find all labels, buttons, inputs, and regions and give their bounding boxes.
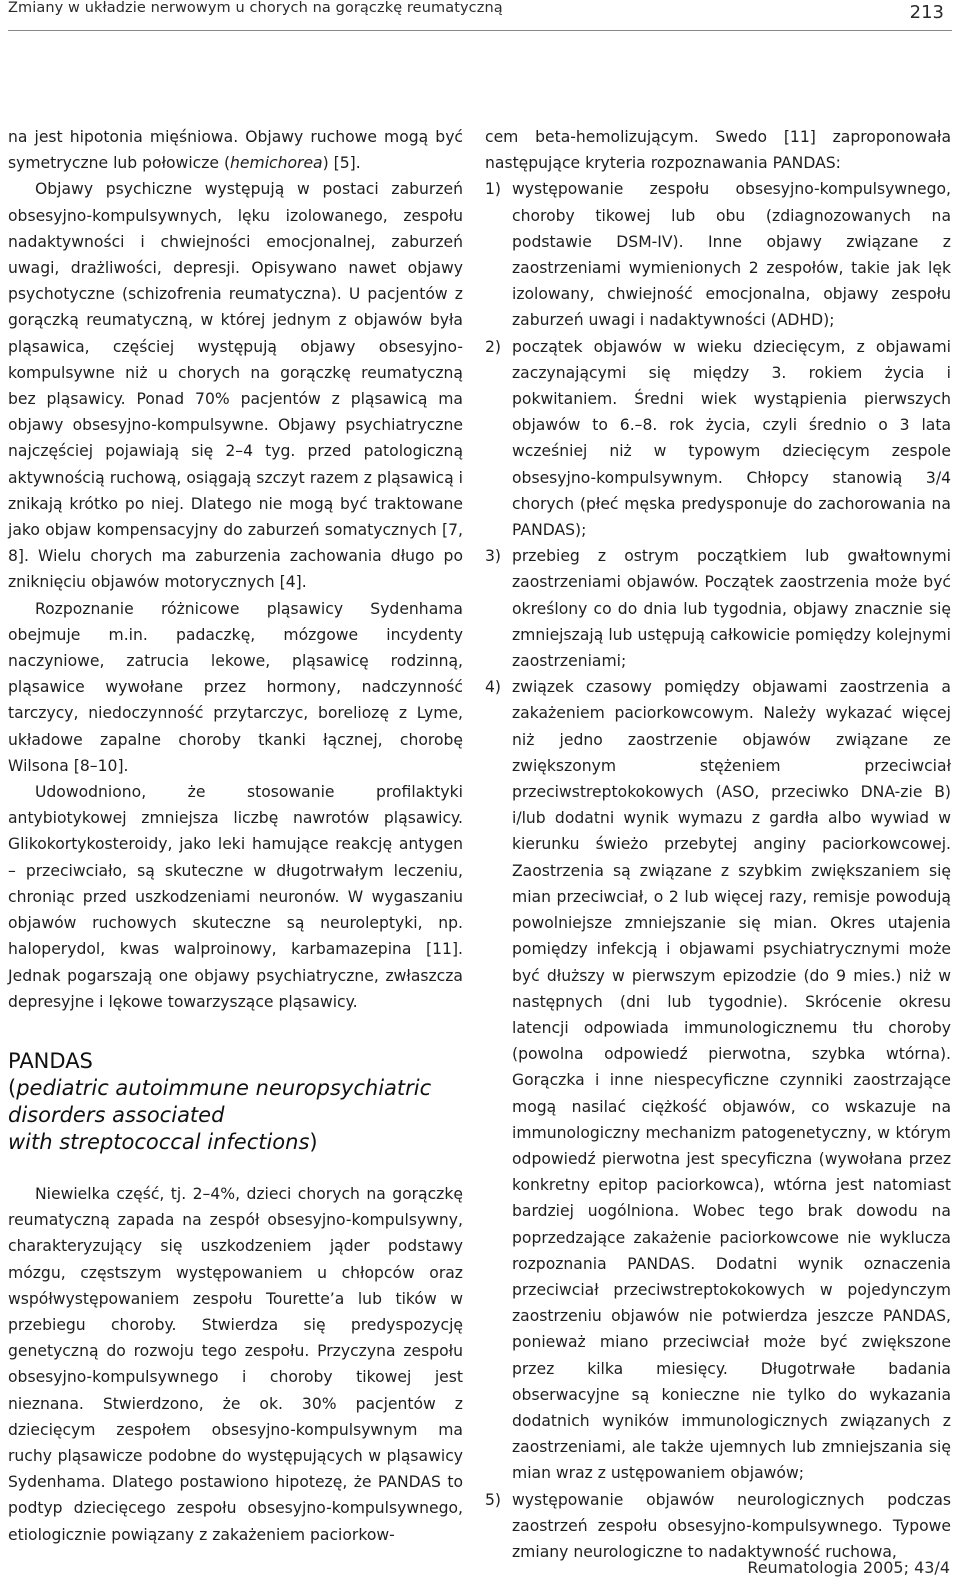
paragraph: Udowodniono, że stosowanie profilaktyki antybiotykowej zmniejsza liczbę nawrotów pląsawicy. Glikokortykosteroidy, jako leki hamujące reakcję antygen – przeciwciało, są skuteczne w długotrwałym leczeniu, chroniąc przed uszkodzeniami neuronów. W wygaszaniu objawów ruchowych skuteczne są neuroleptyki, np. haloperydol, kwas walproinowy, karbamazepina [11]. Jednak pogarszają one objawy psychiatryczne, zwłaszcza depresyjne i lękowe towarzyszące pląsawicy. <box>8 783 463 1011</box>
running-title: Zmiany w układzie nerwowym u chorych na gorączkę reumatyczną <box>8 0 503 16</box>
right-column <box>485 124 951 1565</box>
list-item <box>485 674 951 1486</box>
heading-expansion: pediatric autoimmune neuropsychiatric <box>16 1075 432 1100</box>
list-number: 4) <box>485 678 502 697</box>
criteria-list <box>485 176 951 1565</box>
heading-acronym: PANDAS <box>8 1048 93 1073</box>
list-item <box>485 334 951 544</box>
list-item <box>485 543 951 674</box>
heading-expansion: disorders associated <box>8 1102 225 1127</box>
heading-paren: ) <box>309 1129 318 1154</box>
list-item <box>485 1487 951 1566</box>
list-number: 5) <box>485 1490 502 1509</box>
left-column <box>8 124 463 1548</box>
heading-expansion: with streptococcal infections <box>8 1129 310 1154</box>
header-divider <box>8 30 952 31</box>
list-number: 2) <box>485 337 502 356</box>
paragraph: Niewielka część, tj. 2–4%, dzieci chorych na gorączkę reumatyczną zapada na zespół obsesyjno-kompulsywny, charakteryzujący się uszkodzeniem jąder podstawy mózgu, częstszym występowaniem u chłopców oraz współwystępowaniem zespołu Tourette’a lub tików w przebiegu choroby. Stwierdza się predyspozycję genetyczną do rozwoju tego zespołu. Przyczyna zespołu obsesyjno-kompulsywnego i choroby tikowej jest nieznana. Stwierdzono, że ok. 30% pacjentów z dziecięcym zespołem obsesyjno-kompulsywnym ma ruchy pląsawicze podobne do występujących w pląsawicy Sydenhama. Dlatego postawiono hipotezę, że PANDAS to podtyp dziecięcego zespołu obsesyjno-kompulsywnego, etiologicznie powiązany z zakażeniem paciorkow- <box>8 1184 463 1544</box>
italic-term: hemichorea <box>230 154 323 173</box>
list-text: początek objawów w wieku dziecięcym, z objawami zaczynającymi się między 3. rokiem życia i pokwitaniem. Średni wiek wystąpienia pierwszych objawów to 6.–8. rok życia, czyli średnio o 3 lata wcześniej niż w typowym dziecięcym zespole obsesyjno-kompulsywnym. Chłopcy stanowią 3/4 chorych (płeć męska predysponuje do zachorowania na PANDAS); <box>512 337 951 540</box>
paragraph: Objawy psychiczne występują w postaci zaburzeń obsesyjno-kompulsywnych, lęku izolowanego, zespołu nadaktywności i chwiejności emocjonalnej, zaburzeń uwagi, drażliwości, depresji. Opisywano nawet objawy psychotyczne (schizofrenia reumatyczna). U pacjentów z gorączką reumatyczną, w której jednym z objawów była pląsawica, częściej występują objawy obsesyjno-kompulsywne niż u chorych na gorączkę reumatyczną bez pląsawicy. Ponad 70% pacjentów z pląsawicą ma objawy obsesyjno-kompulsywne. Objawy psychiatryczne najczęściej pojawiają się 2–4 tyg. przed patologiczną aktywnością ruchową, osiągają szczyt razem z pląsawicą i znikają krótko po niej. Dlatego nie mogą być traktowane jako objaw kompensacyjny do zaburzeń somatycznych [7, 8]. Wielu chorych ma zaburzenia zachowania długo po zniknięciu objawów motorycznych [4]. <box>8 180 463 592</box>
section-heading <box>8 1048 463 1156</box>
paragraph: cem beta-hemolizującym. Swedo [11] zaproponowała następujące kryteria rozpoznawania PANDAS: <box>485 128 951 173</box>
list-text: występowanie objawów neurologicznych podczas zaostrzeń zespołu obsesyjno-kompulsywnego. Typowe zmiany neurologiczne to nadaktywność ruchowa, <box>512 1490 951 1561</box>
list-text: związek czasowy pomiędzy objawami zaostrzenia a zakażeniem paciorkowcowym. Należy wykazać więcej niż jedno zaostrzenie objawów związane ze zwiększonym stężeniem przeciwciał przeciwstreptokokowych (ASO, przeciwko DNA-zie B) i/lub dodatni wynik wymazu z gardła albo wywiad w kierunku świeżo przebytej anginy paciorkowcowej. Zaostrzenia są związane z szybkim zwiększaniem się mian przeciwciał, o 2 lub więcej razy, remisje powodują powolniejsze zmniejszanie się mian. Okres utajenia pomiędzy infekcją i objawami psychiatrycznymi może być dłuższy w pierwszym epizodzie (do 9 mies.) niż w następnych (dni lub tygodnie). Skrócenie okresu latencji odpowiada immunologicznemu tłu choroby (powolna odpowiedź pierwotna, szybka wtórna). Gorączka i inne niespecyficzne czynniki zaostrzające mogą nasilać ciężkość objawów, co wskazuje na immunologiczny mechanizm patogenetyczny, w którym odpowiedź pierwotna jest specyficzna (wywołana przez konkretny epitop paciorkowca), wtórna jest natomiast bardziej uogólniona. Wobec tego brak dowodu na poprzedzające zakażenie paciorkowcowe nie wyklucza rozpoznania PANDAS. Dodatni wynik oznaczenia przeciwciał przeciwstreptokokowych w pojedynczym zaostrzeniu objawów nie potwierdza jeszcze PANDAS, ponieważ miano przeciwciał może być zwiększone przez kilka miesięcy. Długotrwałe badania obserwacyjne są konieczne nie tylko do wykazania dodatnich wyników immunologicznych związanych z zaostrzeniami, ale także ujemnych lub zmniejszania się mian wraz z ustępowaniem objawów; <box>512 678 951 1483</box>
heading-paren: ( <box>8 1075 17 1100</box>
list-number: 3) <box>485 547 502 566</box>
list-text: przebieg z ostrym początkiem lub gwałtownymi zaostrzeniami objawów. Początek zaostrzenia może być określony co do dnia lub tygodnia, objawy znacznie się zmniejszają lub ustępują całkowicie pomiędzy kolejnymi zaostrzeniami; <box>512 547 951 671</box>
paragraph: na jest hipotonia mięśniowa. Objawy ruchowe mogą być symetryczne lub połowicze (hemichorea) [5]. <box>8 128 463 173</box>
paragraph: Rozpoznanie różnicowe pląsawicy Sydenhama obejmuje m.in. padaczkę, mózgowe incydenty naczyniowe, zatrucia lekowe, pląsawicę rodzinną, pląsawice wywołane przez hormony, nadczynność tarczycy, niedoczynność przytarczyc, boreliozę z Lyme, układowe zapalne choroby tkanki łącznej, chorobę Wilsona [8–10]. <box>8 599 463 775</box>
page-number: 213 <box>909 2 944 23</box>
list-number: 1) <box>485 180 502 199</box>
list-text: występowanie zespołu obsesyjno-kompulsywnego, choroby tikowej lub obu (zdiagnozowanych na podstawie DSM-IV). Inne objawy związane z zaostrzeniami wymienionych 2 zespołów, takie jak lęk izolowany, chwiejność emocjonalna, objawy zespołu zaburzeń uwagi i nadaktywności (ADHD); <box>512 180 951 330</box>
journal-footer: Reumatologia 2005; 43/4 <box>747 1558 950 1577</box>
list-item <box>485 176 951 333</box>
